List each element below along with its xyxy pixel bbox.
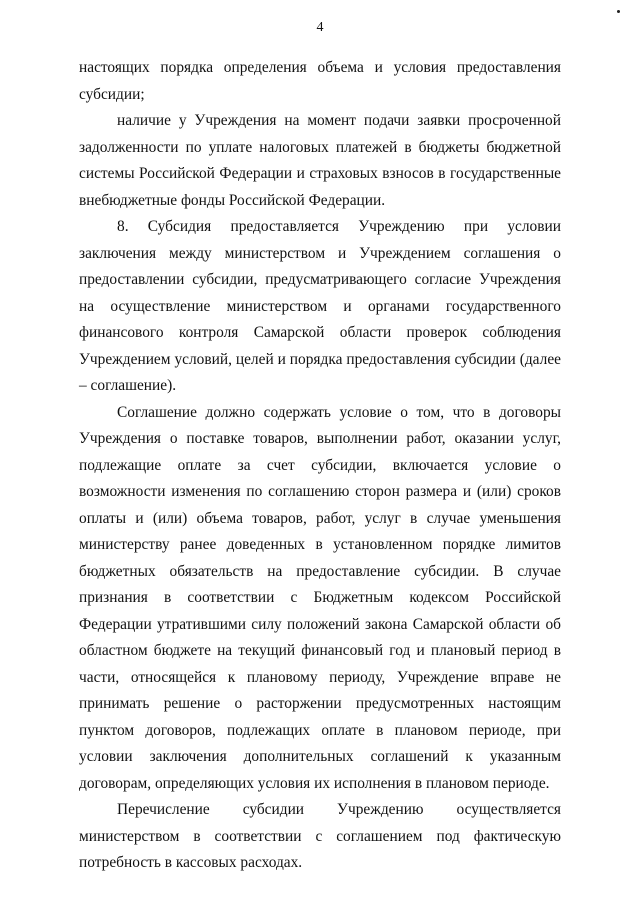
paragraph-agreement-conditions: Соглашение должно содержать условие о том, что в договоры Учреждения о поставке товаров, выполнении работ, оказании услуг, подлежащие оплате за счет субсидии, включается условие о возможности изменения по соглашению сторон размера и (или) сроков оплаты и (или) объема товаров, работ, услуг в случае уменьшения министерству ранее доведенных в установленном порядке лимитов бюджетных обязательств на предоставление субсидии. В случае признания в соответствии с Бюджетным кодексом Российской Федерации утратившими силу положений закона Самарской области об областном бюджете на текущий финансовый год и плановый период в части, относящейся к плановому периоду, Учреждение вправе не принимать решение о расторжении предусмотренных настоящим пунктом договоров, подлежащих оплате в плановом периоде, при условии заключения дополнительных соглашений к указанным договорам, определяющих условия их исполнения в плановом периоде.: [79, 403, 561, 792]
paragraph-subsidy-transfer: Перечисление субсидии Учреждению осуществляется министерством в соответствии с соглашением под фактическую потребность в кассовых расходах.: [79, 801, 561, 871]
paragraph-continuation: настоящих порядка определения объема и условия предоставления субсидии;: [79, 59, 561, 103]
paragraph-overdue-debt: наличие у Учреждения на момент подачи заявки просроченной задолженности по уплате налоговых платежей в бюджеты бюджетной системы Российской Федерации и страховых взносов в государственные внебюджетные фонды Российской Федерации.: [79, 112, 561, 209]
scan-speck: [617, 10, 620, 13]
paragraph-8-subsidy-agreement: 8. Субсидия предоставляется Учреждению при условии заключения между министерством и Учреждением соглашения о предоставлении субсидии, предусматривающего согласие Учреждения на осуществление министерством и органами государственного финансового контроля Самарской области проверок соблюдения Учреждением условий, целей и порядка предоставления субсидии (далее – соглашение).: [79, 218, 561, 394]
document-body: [79, 55, 561, 877]
page-number: 4: [316, 20, 324, 35]
